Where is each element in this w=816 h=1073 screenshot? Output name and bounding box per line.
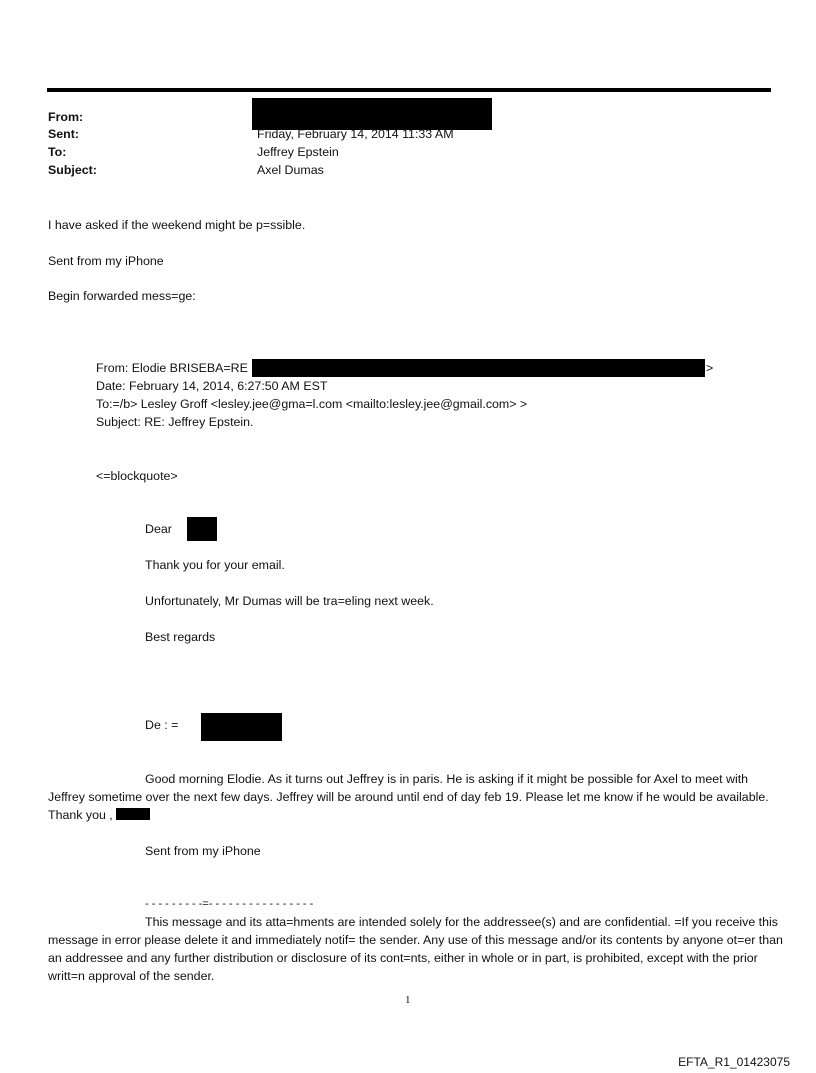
body-signature: Sent from my iPhone [48, 254, 164, 268]
subject-label: Subject: [48, 163, 97, 177]
thanks-text: Thank you for your email. [145, 558, 285, 572]
to-label: To: [48, 145, 67, 159]
original-signature: Sent from my iPhone [145, 844, 261, 858]
from-label: From: [48, 110, 84, 124]
separator: - - - - - - - - -=- - - - - - - - - - - - - - - - [145, 898, 314, 910]
redaction-de [201, 713, 282, 741]
original-paragraph-text: Good morning Elodie. As it turns out Jeffrey is in paris. He is asking if it might be possible for Axel to meet with Jeffrey sometime over the next few days. Jeffrey will be around until end of day feb 19. Please let me know if he would be available. Thank you , [48, 772, 769, 822]
redaction-signoff [116, 808, 150, 820]
dear-text: Dear [145, 522, 172, 536]
fwd-from-end: > [706, 361, 714, 375]
sent-label: Sent: [48, 127, 79, 141]
original-paragraph [48, 770, 783, 824]
fwd-from: From: Elodie BRISEBA=RE [96, 361, 248, 375]
disclaimer-text: This message and its atta=hments are intended solely for the addressee(s) and are confidential. =If you receive this message in error please delete it and immediately notif= the sender. Any use of this message and/or its contents by anyone ot=er than an addressee and any further distribution or disclosure of its cont=nts, either in whole or in part, is prohibited, except with the prior writt=n approval of the sender. [48, 915, 783, 983]
fwd-subject: Subject: RE: Jeffrey Epstein. [96, 415, 254, 429]
fwd-to: To:=/b> Lesley Groff <lesley.jee@gma=l.com <mailto:lesley.jee@gmail.com> > [96, 397, 528, 411]
sent-value: Friday, February 14, 2014 11:33 AM [257, 127, 454, 141]
blockquote-marker: <=blockquote> [96, 469, 178, 483]
redaction-name [187, 517, 217, 541]
document-id: EFTA_R1_01423075 [678, 1055, 790, 1069]
regards-text: Best regards [145, 630, 216, 644]
body-line: I have asked if the weekend might be p=ssible. [48, 218, 306, 232]
subject-value: Axel Dumas [257, 163, 324, 177]
de-text: De : = [145, 718, 179, 732]
redaction-fwd-email [252, 359, 705, 377]
header-rule [47, 88, 771, 92]
to-value: Jeffrey Epstein [257, 145, 339, 159]
fwd-date: Date: February 14, 2014, 6:27:50 AM EST [96, 379, 328, 393]
disclaimer [48, 913, 783, 985]
forward-intro: Begin forwarded mess=ge: [48, 289, 196, 303]
page-number: 1 [405, 994, 411, 1006]
unfortunately-text: Unfortunately, Mr Dumas will be tra=eling next week. [145, 594, 434, 608]
